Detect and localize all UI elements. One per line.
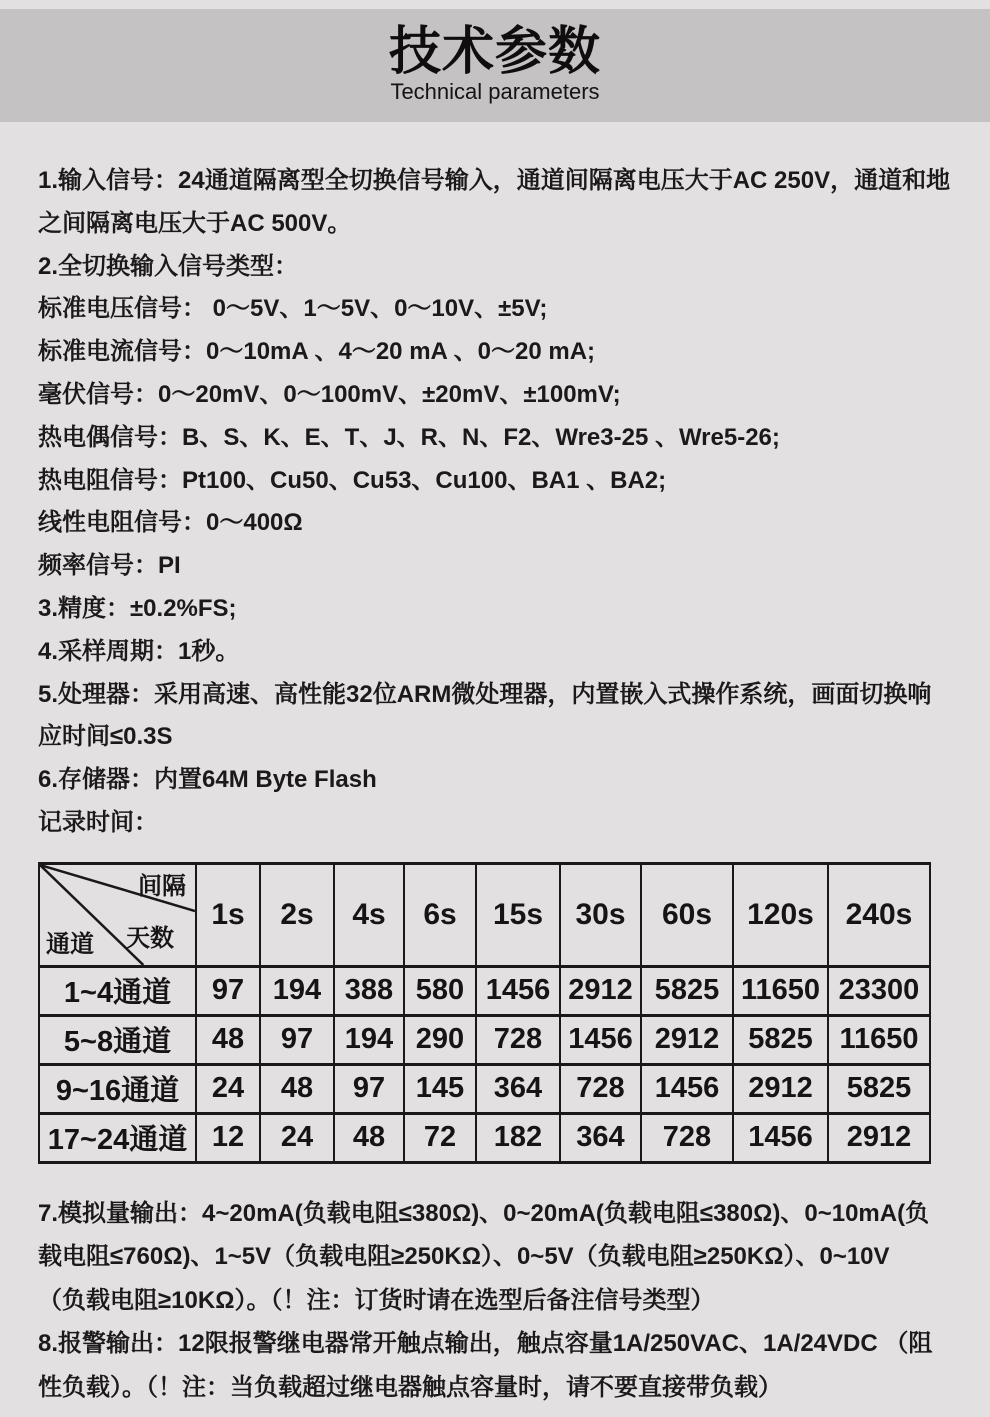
channel-cell: 17~24通道	[39, 1113, 196, 1162]
table-row-channels-9-16	[39, 1064, 930, 1113]
spec-line-current-signal: 标准电流信号：0～10mA 、4～20 mA 、0～20 mA;	[38, 338, 596, 366]
days-cell: 2912	[560, 966, 641, 1015]
interval-header-60s: 60s	[641, 863, 733, 966]
corner-label-channel: 通道	[46, 930, 94, 958]
days-cell: 72	[404, 1113, 476, 1162]
days-cell: 364	[560, 1113, 641, 1162]
interval-header-30s: 30s	[560, 863, 641, 966]
spec-line-alarm-output-2: 性负载）。（！注：当负载超过继电器触点容量时，请不要直接带负载）	[38, 1373, 782, 1401]
days-cell: 12	[196, 1113, 260, 1162]
spec-line-frequency-signal: 频率信号：PI	[38, 552, 181, 580]
spec-line-rtd-signal: 热电阻信号：Pt100、Cu50、Cu53、Cu100、BA1 、BA2;	[38, 466, 667, 494]
channel-cell: 5~8通道	[39, 1015, 196, 1064]
header-banner	[0, 9, 990, 122]
days-cell: 1456	[641, 1064, 733, 1113]
days-cell: 97	[334, 1064, 404, 1113]
table-header-row	[39, 863, 930, 966]
interval-header-120s: 120s	[733, 863, 828, 966]
table-corner-cell	[39, 863, 196, 966]
days-cell: 11650	[828, 1015, 930, 1064]
days-cell: 728	[641, 1113, 733, 1162]
days-cell: 5825	[828, 1064, 930, 1113]
interval-header-240s: 240s	[828, 863, 930, 966]
channel-cell: 1~4通道	[39, 966, 196, 1015]
days-cell: 2912	[828, 1113, 930, 1162]
spec-line-processor-2: 应时间≤0.3S	[38, 723, 173, 751]
table-row-channels-1-4	[39, 966, 930, 1015]
corner-label-days: 天数	[126, 924, 174, 952]
days-cell: 194	[260, 966, 334, 1015]
spec-line-processor: 5.处理器：采用高速、高性能32位ARM微处理器，内置嵌入式操作系统，画面切换响	[38, 680, 932, 708]
spec-line-analog-output: 7.模拟量输出：4~20mA(负载电阻≤380Ω)、0~20mA(负载电阻≤380Ω)、0~10mA(负	[38, 1199, 930, 1227]
days-cell: 364	[476, 1064, 560, 1113]
days-cell: 48	[334, 1113, 404, 1162]
spec-content	[38, 122, 956, 1409]
days-cell: 5825	[733, 1015, 828, 1064]
spec-line-analog-output-3: （负载电阻≥10KΩ）。（！注：订货时请在选型后备注信号类型）	[38, 1286, 715, 1314]
days-cell: 290	[404, 1015, 476, 1064]
spec-line-signal-types: 2.全切换输入信号类型：	[38, 252, 299, 280]
days-cell: 728	[476, 1015, 560, 1064]
record-time-table	[38, 862, 931, 1164]
spec-line-alarm-output: 8.报警输出：12限报警继电器常开触点输出，触点容量1A/250VAC、1A/24VDC （阻	[38, 1330, 933, 1358]
days-cell: 1456	[476, 966, 560, 1015]
days-cell: 728	[560, 1064, 641, 1113]
days-cell: 48	[260, 1064, 334, 1113]
table-row-channels-17-24	[39, 1113, 930, 1162]
interval-header-1s: 1s	[196, 863, 260, 966]
corner-label-interval: 间隔	[138, 872, 186, 900]
spec-line-analog-output-2: 载电阻≤760Ω)、1~5V（负载电阻≥250KΩ）、0~5V（负载电阻≥250KΩ）、0~10V	[38, 1243, 890, 1271]
days-cell: 24	[196, 1064, 260, 1113]
days-cell: 23300	[828, 966, 930, 1015]
page-title: 技术参数	[388, 23, 601, 81]
spec-lines-top	[38, 160, 956, 845]
spec-line-memory: 6.存储器：内置64M Byte Flash	[38, 766, 377, 794]
days-cell: 2912	[733, 1064, 828, 1113]
table-row-channels-5-8	[39, 1015, 930, 1064]
page-subtitle: Technical parameters	[390, 79, 600, 104]
spec-line-accuracy: 3.精度：±0.2%FS;	[38, 594, 237, 622]
interval-header-4s: 4s	[334, 863, 404, 966]
spec-lines-bottom	[38, 1192, 956, 1410]
days-cell: 48	[196, 1015, 260, 1064]
days-cell: 1456	[560, 1015, 641, 1064]
channel-cell: 9~16通道	[39, 1064, 196, 1113]
days-cell: 5825	[641, 966, 733, 1015]
days-cell: 97	[260, 1015, 334, 1064]
spec-line-thermocouple-signal: 热电偶信号：B、S、K、E、T、J、R、N、F2、Wre3-25 、Wre5-26;	[38, 423, 780, 451]
days-cell: 11650	[733, 966, 828, 1015]
days-cell: 580	[404, 966, 476, 1015]
spec-line-record-time-label: 记录时间：	[38, 808, 158, 836]
interval-header-6s: 6s	[404, 863, 476, 966]
days-cell: 194	[334, 1015, 404, 1064]
interval-header-2s: 2s	[260, 863, 334, 966]
spec-line-input-signal: 1.输入信号：24通道隔离型全切换信号输入，通道间隔离电压大于AC 250V，通道和地	[38, 167, 951, 194]
spec-line-millivolt-signal: 毫伏信号：0～20mV、0～100mV、±20mV、±100mV;	[38, 380, 621, 408]
days-cell: 145	[404, 1064, 476, 1113]
days-cell: 24	[260, 1113, 334, 1162]
days-cell: 182	[476, 1113, 560, 1162]
days-cell: 388	[334, 966, 404, 1015]
spec-line-sampling-period: 4.采样周期：1秒。	[38, 637, 240, 665]
spec-line-voltage-signal: 标准电压信号： 0～5V、1～5V、0～10V、±5V;	[38, 295, 548, 323]
spec-line-linear-resistance: 线性电阻信号：0～400Ω	[38, 509, 303, 537]
interval-header-15s: 15s	[476, 863, 560, 966]
days-cell: 1456	[733, 1113, 828, 1162]
days-cell: 2912	[641, 1015, 733, 1064]
spec-line-input-signal-2: 之间隔离电压大于AC 500V。	[38, 209, 352, 237]
days-cell: 97	[196, 966, 260, 1015]
